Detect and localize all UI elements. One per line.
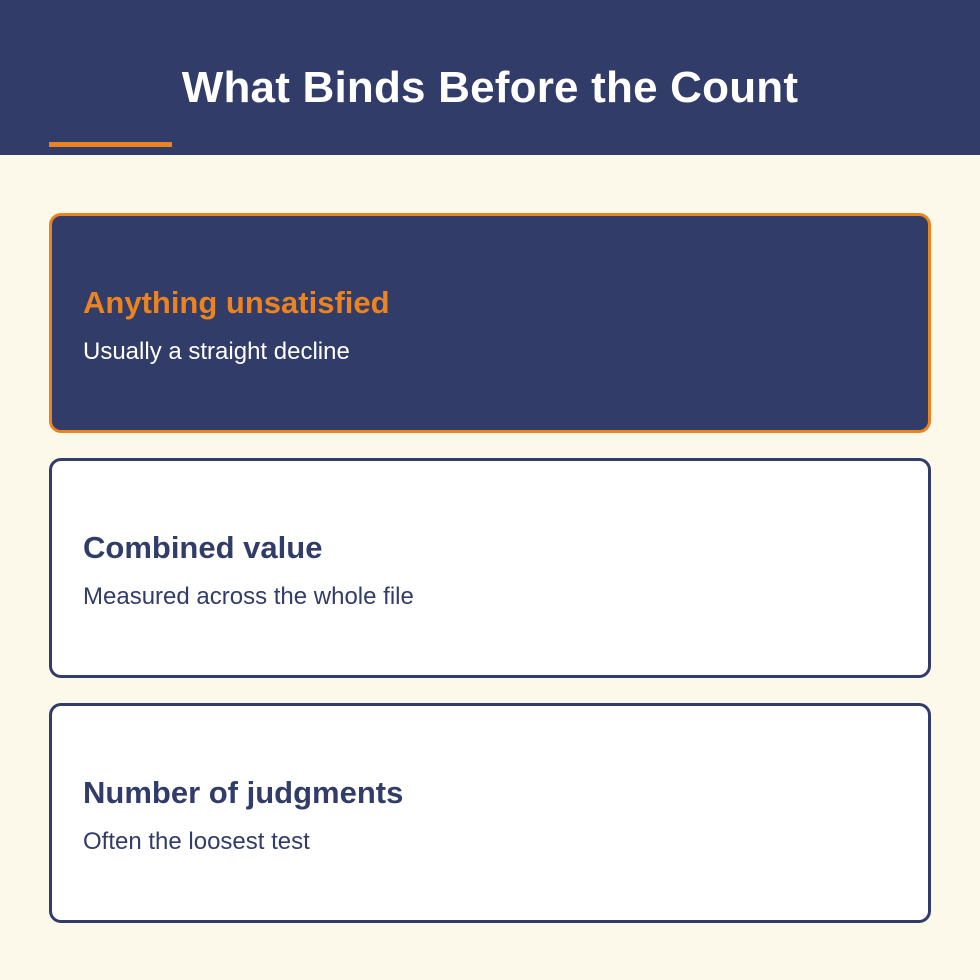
- card-title: Anything unsatisfied: [83, 285, 390, 320]
- card-combined-value: [49, 458, 931, 678]
- card-description: Often the loosest test: [83, 828, 310, 855]
- card-title: Combined value: [83, 530, 323, 565]
- card-description: Measured across the whole file: [83, 583, 414, 610]
- card-description: Usually a straight decline: [83, 338, 350, 365]
- card-title: Number of judgments: [83, 775, 404, 810]
- title-accent-bar: [49, 142, 172, 147]
- page-title: What Binds Before the Count: [181, 63, 799, 112]
- card-number-of-judgments: [49, 703, 931, 923]
- card-anything-unsatisfied: [49, 213, 931, 433]
- header-banner: [0, 0, 980, 155]
